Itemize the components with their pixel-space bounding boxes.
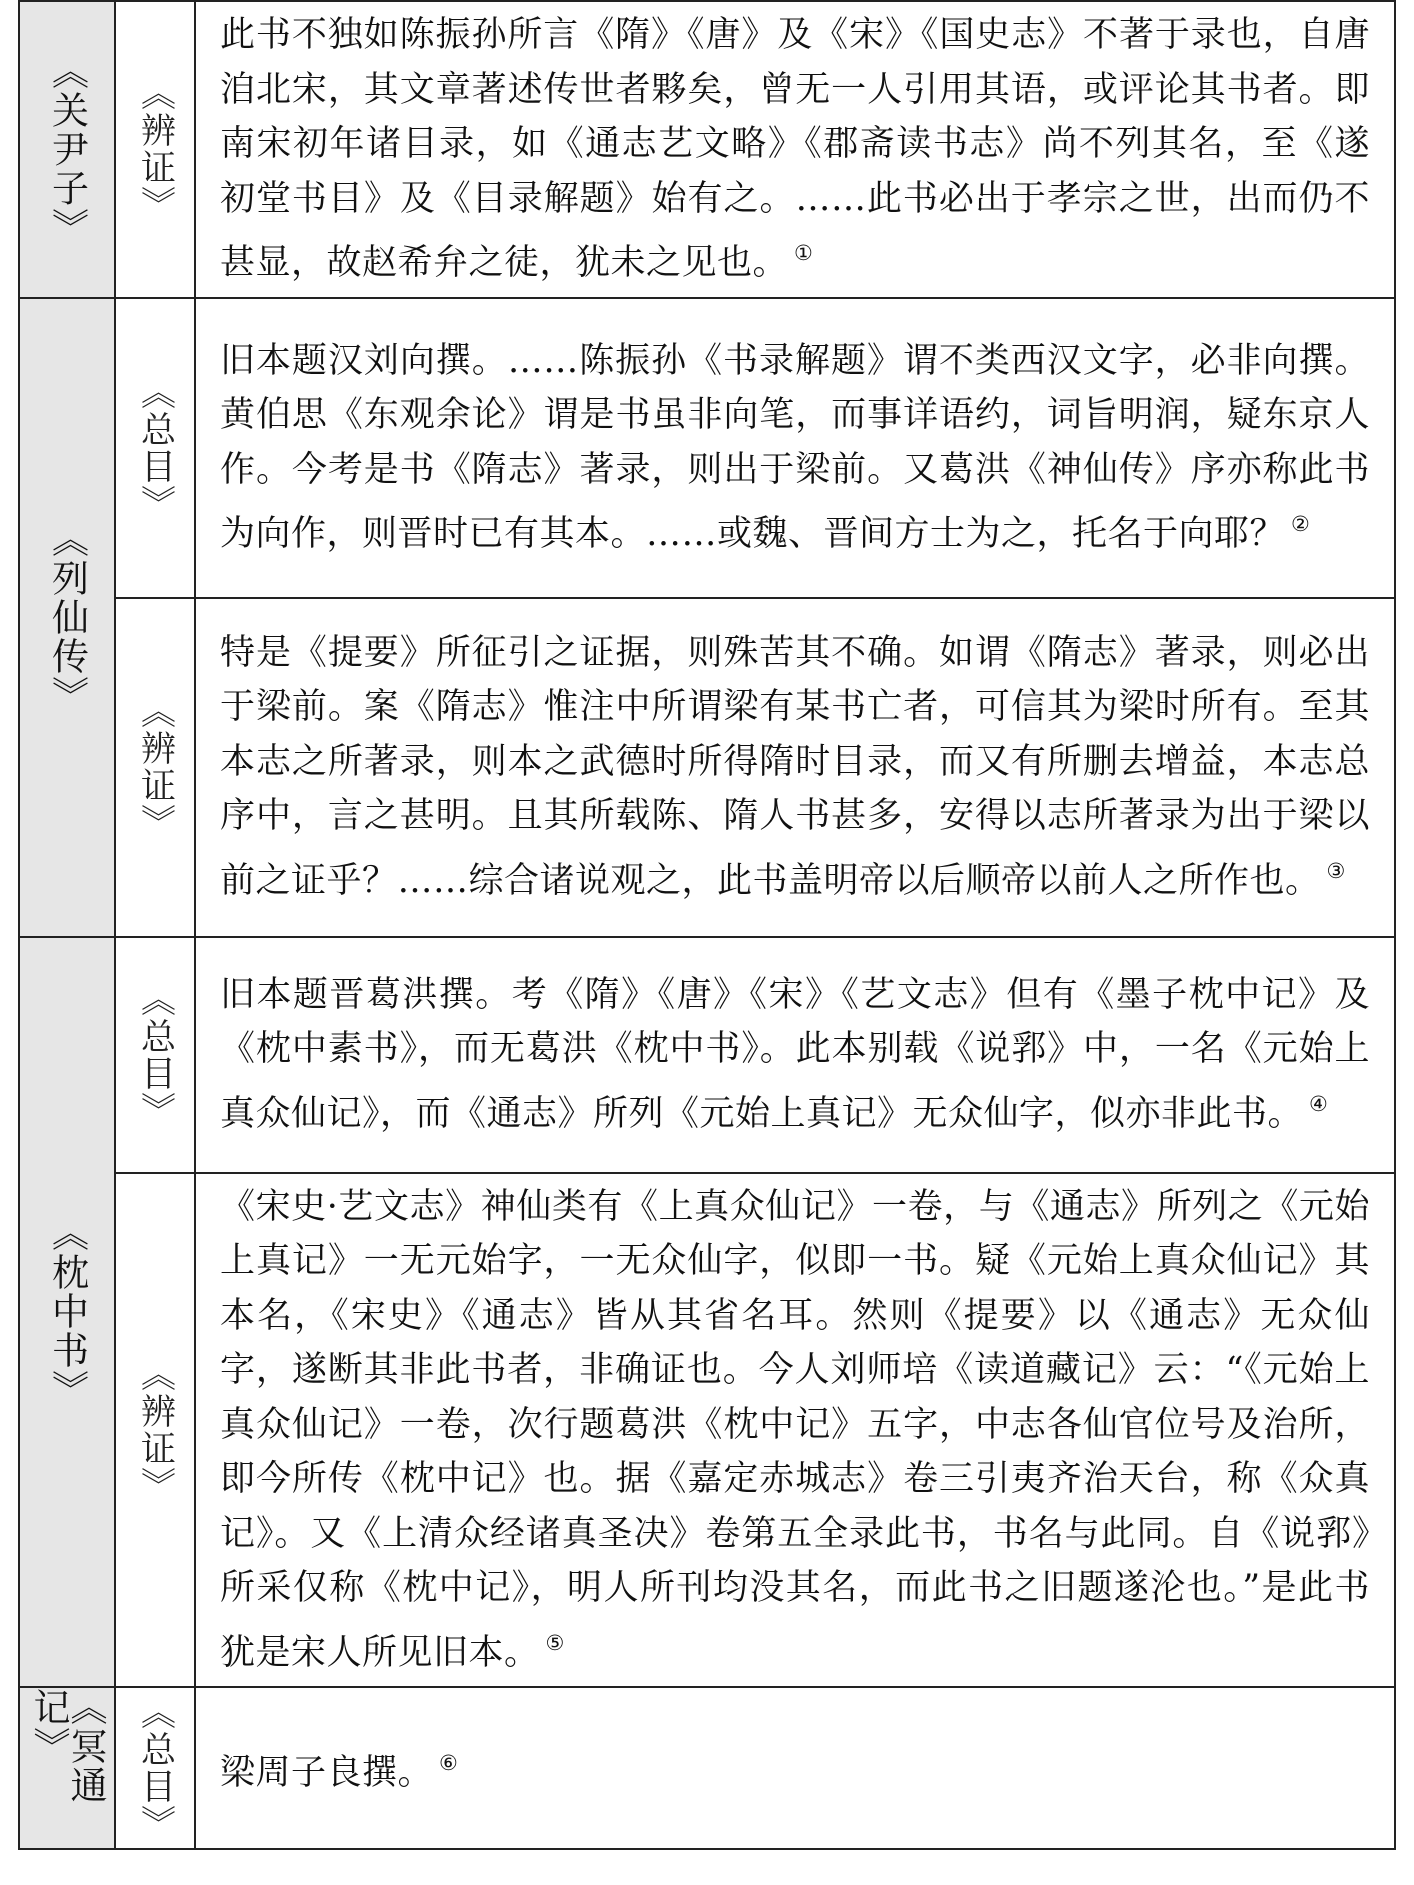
table-row — [19, 1, 1395, 298]
table-row — [19, 1687, 1395, 1849]
source-label: 《总目》 — [135, 373, 176, 522]
passage-text — [196, 962, 1394, 1148]
text-cell — [195, 1, 1395, 298]
passage-text — [196, 328, 1394, 568]
passage-text — [196, 1730, 1394, 1807]
footnote-marker: ④ — [1309, 1091, 1329, 1116]
book-title: 《枕中书》 — [45, 1214, 89, 1410]
footnote-marker: ③ — [1326, 858, 1346, 883]
text-cell — [195, 1687, 1395, 1849]
table-row — [19, 598, 1395, 937]
book-title: 《关尹子》 — [45, 51, 89, 247]
table-row — [19, 937, 1395, 1173]
passage-body: 此书不独如陈振孙所言《隋》《唐》及《宋》《国史志》不著于录也，自唐洎北宋，其文章著述传世者夥矣，曾无一人引用其语，或评论其书者。即南宋初年诸目录，如《通志艺文略》《郡斋读书志》尚不列其名，至《遂初堂书目》及《目录解题》始有之。……此书必出于孝宗之世，出而仍不甚显，故赵希弁之徒，犹未之见也。 — [220, 15, 1370, 283]
book-title-cell — [19, 1, 115, 298]
table-row — [19, 1173, 1395, 1688]
passage-body: 《宋史·艺文志》神仙类有《上真众仙记》一卷，与《通志》所列之《元始上真记》一无元始字，一无众仙字，似即一书。疑《元始上真众仙记》其本名，《宋史》《通志》皆从其省名耳。然则《提要》以《通志》无众仙字，遂断其非此书者，非确证也。今人刘师培《读道藏记》云：“《元始上真众仙记》一卷，次行题葛洪《枕中记》五字，中志各仙官位号及治所，即今所传《枕中记》也。据《嘉定赤城志》卷三引夷齐治天台，称《众真记》。又《上清众经诸真圣决》卷第五全录此书，书名与此同。自《说郛》所采仅称《枕中记》，明人所刊均没其名，而此书之旧题遂沦也。”是此书犹是宋人所见旧本。 — [220, 1186, 1370, 1673]
passage-text — [196, 620, 1394, 915]
source-label-cell — [115, 298, 195, 598]
source-label: 《辨证》 — [135, 75, 176, 224]
footnote-marker: ② — [1291, 512, 1311, 536]
book-title: 《冥通记》 — [27, 1688, 107, 1805]
text-cell — [195, 298, 1395, 598]
book-title-cell — [19, 298, 115, 937]
table-row — [19, 298, 1395, 598]
passage-body: 梁周子良撰。 — [220, 1752, 434, 1793]
text-cell — [195, 937, 1395, 1173]
passage-body: 旧本题汉刘向撰。……陈振孙《书录解题》谓不类西汉文字，必非向撰。黄伯思《东观余论》谓是书虽非向笔，而事详语约，词旨明润，疑东京人作。今考是书《隋志》著录，则出于梁前。又葛洪《神仙传》序亦称此书为向作，则晋时已有其本。……或魏、晋间方士为之，托名于向耶？ — [220, 340, 1370, 554]
bibliography-comparison-table — [18, 0, 1396, 1850]
book-title-cell — [19, 937, 115, 1688]
source-label-cell — [115, 937, 195, 1173]
passage-text — [196, 1174, 1394, 1687]
passage-body: 旧本题晋葛洪撰。考《隋》《唐》《宋》《艺文志》但有《墨子枕中记》及《枕中素书》，而无葛洪《枕中书》。此本别载《说郛》中，一名《元始上真众仙记》，而《通志》所列《元始上真记》无众仙字，似亦非此书。 — [220, 974, 1370, 1134]
source-label: 《总目》 — [135, 1694, 176, 1842]
footnote-marker: ⑤ — [545, 1630, 565, 1655]
source-label-cell — [115, 1, 195, 298]
source-label-cell — [115, 1173, 195, 1688]
source-label: 《总目》 — [135, 980, 176, 1129]
footnote-marker: ⑥ — [439, 1750, 459, 1775]
text-cell — [195, 1173, 1395, 1688]
footnote-marker: ① — [794, 241, 814, 265]
passage-text — [196, 2, 1394, 297]
passage-body: 特是《提要》所征引之证据，则殊苦其不确。如谓《隋志》著录，则必出于梁前。案《隋志》惟注中所谓梁有某书亡者，可信其为梁时所有。至其本志之所著录，则本之武德时所得隋时目录，而又有所删去增益，本志总序中，言之甚明。且其所载陈、隋人书甚多，安得以志所著录为出于梁以前之证乎？……综合诸说观之，此书盖明帝以后顺帝以前人之所作也。 — [220, 632, 1370, 901]
source-label-cell — [115, 1687, 195, 1849]
source-label: 《辨证》 — [135, 1355, 176, 1504]
text-cell — [195, 598, 1395, 937]
book-title-cell — [19, 1687, 115, 1849]
book-title: 《列仙传》 — [45, 519, 89, 715]
source-label: 《辨证》 — [135, 693, 176, 841]
source-label-cell — [115, 598, 195, 937]
